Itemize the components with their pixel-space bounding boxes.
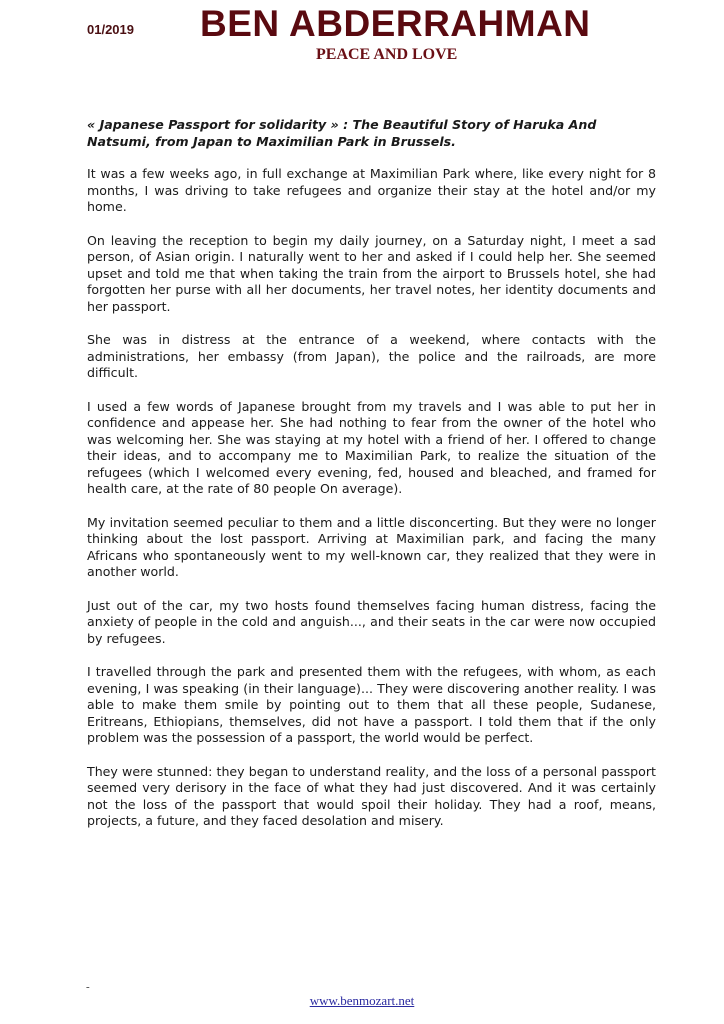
paragraph: They were stunned: they began to understand reality, and the loss of a personal passport seemed very derisory in the face of what they had just discovered. And it was certainly not the loss of the passport that would spoil their holiday. They had a roof, means, projects, a future, and they faced desolation and misery.	[87, 763, 656, 829]
paragraph: Just out of the car, my two hosts found themselves facing human distress, facing the anxiety of people in the cold and anguish..., and their seats in the car were now occupied by refugees.	[87, 597, 656, 646]
paragraph: She was in distress at the entrance of a weekend, where contacts with the administrations, her embassy (from Japan), the police and the railroads, are more difficult.	[87, 332, 656, 381]
article-body	[87, 117, 656, 847]
author-name: BEN ABDERRAHMAN	[200, 3, 591, 44]
tagline: PEACE AND LOVE	[316, 46, 458, 63]
paragraph: I travelled through the park and presented them with the refugees, with whom, as each evening, I was speaking (in their language)... They were discovering another reality. I was able to make them smile by pointing out to them that all these people, Sudanese, Eritreans, Ethiopians, themselves, did not have a passport. I told them that if the only problem was the possession of a passport, the world would be perfect.	[87, 664, 656, 746]
page-footer	[0, 993, 724, 1009]
paragraph: It was a few weeks ago, in full exchange at Maximilian Park where, like every night for 8 months, I was driving to take refugees and organize their stay at the hotel and/or my home.	[87, 166, 656, 215]
paragraph: I used a few words of Japanese brought from my travels and I was able to put her in confidence and appease her. She had nothing to fear from the owner of the hotel who was welcoming her. She was staying at my hotel with a friend of her. I offered to change their ideas, and to accompany me to Maximilian Park, to realize the situation of the refugees (which I welcomed every evening, fed, housed and bleached, and framed for health care, at the rate of 80 people On average).	[87, 398, 656, 497]
footer-mark: -	[86, 981, 90, 993]
paragraph: My invitation seemed peculiar to them and a little disconcerting. But they were no longer thinking about the lost passport. Arriving at Maximilian park, and facing the many Africans who spontaneously went to my well-known car, they realized that they were in another world.	[87, 514, 656, 580]
issue-date: 01/2019	[87, 22, 134, 37]
paragraph: On leaving the reception to begin my daily journey, on a Saturday night, I meet a sad person, of Asian origin. I naturally went to her and asked if I could help her. She seemed upset and told me that when taking the train from the airport to Brussels hotel, she had forgotten her purse with all her documents, her travel notes, her identity documents and her passport.	[87, 232, 656, 314]
website-link[interactable]: www.benmozart.net	[309, 993, 415, 1008]
article-title: « Japanese Passport for solidarity » : The Beautiful Story of Haruka And Natsumi, from Japan to Maximilian Park in Brussels.	[87, 117, 597, 149]
